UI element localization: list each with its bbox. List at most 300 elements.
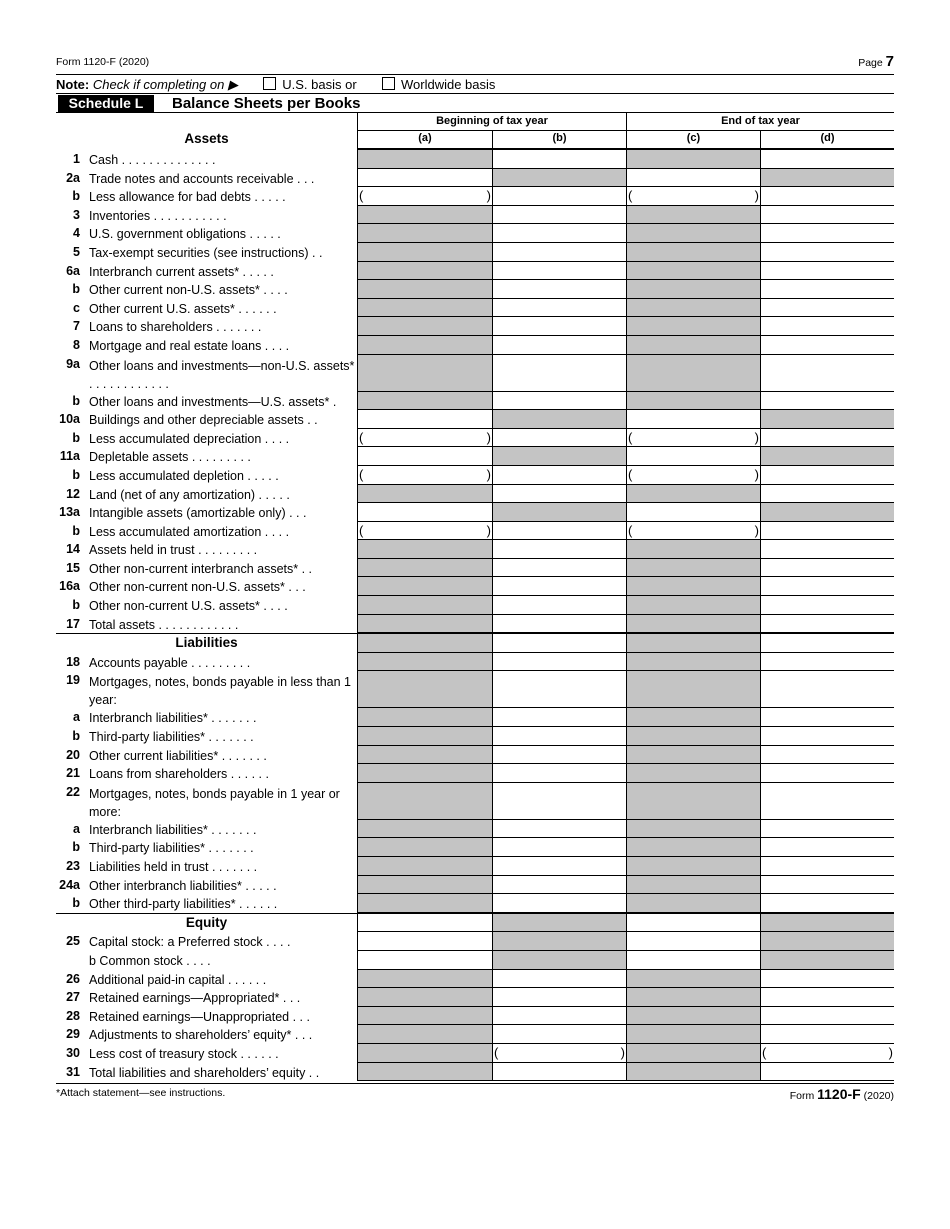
- amount-cell-b[interactable]: [492, 970, 626, 989]
- amount-cell-b[interactable]: [492, 206, 626, 225]
- us-basis-checkbox[interactable]: [263, 77, 276, 90]
- line-label: Interbranch liabilities* . . . . . . .: [89, 822, 257, 837]
- line-label: U.S. government obligations . . . . .: [89, 227, 281, 242]
- line-label: Liabilities held in trust . . . . . . .: [89, 860, 258, 874]
- line-label: Other current non-U.S. assets* . . . .: [89, 283, 288, 298]
- amount-cell-c[interactable]: [626, 187, 760, 206]
- line-number: 22: [66, 784, 80, 799]
- assets-row: [56, 577, 894, 596]
- amount-cell-d[interactable]: [760, 970, 894, 989]
- amount-cell-b[interactable]: [492, 783, 626, 820]
- amount-cell-b[interactable]: [492, 988, 626, 1007]
- amount-cell-a: [357, 1044, 492, 1063]
- line-number: 26: [66, 971, 80, 986]
- line-label: Other current liabilities* . . . . . . .: [89, 748, 267, 763]
- amount-cell-d: [760, 951, 894, 970]
- amount-cell-b: [492, 447, 626, 466]
- amount-cell-b[interactable]: [492, 764, 626, 783]
- line-label: Inventories . . . . . . . . . . .: [89, 208, 227, 223]
- line-label: Third-party liabilities* . . . . . . .: [89, 841, 254, 856]
- amount-cell-a: [357, 764, 492, 783]
- line-number: b: [72, 467, 80, 482]
- line-number: 11a: [59, 449, 80, 464]
- line-label: Mortgage and real estate loans . . . .: [89, 338, 290, 353]
- amount-cell-d[interactable]: [760, 596, 894, 615]
- amount-cell-d[interactable]: [760, 540, 894, 559]
- amount-cell-c: [626, 988, 760, 1007]
- assets-row: [56, 355, 894, 392]
- amount-cell-b[interactable]: [492, 559, 626, 578]
- end-year-header: End of tax year: [626, 113, 894, 131]
- amount-cell-c: [626, 540, 760, 559]
- amount-cell-b[interactable]: [492, 894, 626, 913]
- amount-cell-a: [357, 224, 492, 243]
- amount-cell-a[interactable]: [357, 410, 492, 429]
- amount-cell-d[interactable]: [760, 894, 894, 913]
- line-number: 3: [73, 207, 80, 222]
- line-label: Other loans and investments—non-U.S. assets* . . . . . . . . . . . .: [89, 358, 355, 391]
- amount-cell-c[interactable]: [626, 410, 760, 429]
- amount-cell-b[interactable]: [492, 857, 626, 876]
- liabilities-row: [56, 820, 894, 839]
- note-label: Note:: [56, 77, 90, 92]
- line-number: 12: [66, 486, 80, 501]
- amount-cell-b[interactable]: [492, 187, 626, 206]
- amount-cell-d[interactable]: [760, 485, 894, 504]
- amount-cell-c: [626, 1025, 760, 1044]
- amount-cell-b[interactable]: [492, 224, 626, 243]
- assets-row: [56, 262, 894, 281]
- amount-cell-a[interactable]: [357, 466, 492, 485]
- amount-cell-b: [492, 503, 626, 522]
- liabilities-row: [56, 857, 894, 876]
- amount-cell-d[interactable]: [760, 262, 894, 281]
- footer-form-id: Form 1120-F (2020): [789, 1086, 894, 1102]
- assets-row: [56, 243, 894, 262]
- line-label: Land (net of any amortization) . . . . .: [89, 487, 290, 502]
- amount-cell-b[interactable]: [492, 243, 626, 262]
- amount-cell-c: [626, 317, 760, 336]
- balance-sheet-grid: [56, 112, 894, 1081]
- line-label: Depletable assets . . . . . . . . .: [89, 450, 251, 465]
- assets-row: [56, 522, 894, 541]
- equity-row: [56, 970, 894, 989]
- assets-row: [56, 317, 894, 336]
- section-title: Equity: [185, 914, 228, 930]
- amount-cell-d[interactable]: [760, 1063, 894, 1082]
- amount-cell-d[interactable]: [760, 671, 894, 708]
- amount-cell-c: [626, 671, 760, 708]
- line-label: b Common stock . . . .: [89, 953, 211, 968]
- line-number: 2a: [66, 170, 80, 185]
- amount-cell-c: [626, 970, 760, 989]
- amount-cell-a: [357, 392, 492, 411]
- amount-cell-d[interactable]: [760, 243, 894, 262]
- amount-cell-c[interactable]: [626, 914, 760, 933]
- amount-cell-d[interactable]: [760, 764, 894, 783]
- amount-cell-a: [357, 317, 492, 336]
- amount-cell-a: [357, 485, 492, 504]
- amount-cell-c[interactable]: [626, 466, 760, 485]
- amount-cell-a: [357, 894, 492, 913]
- amount-cell-a[interactable]: [357, 429, 492, 448]
- line-label: Accounts payable . . . . . . . . .: [89, 655, 251, 670]
- amount-cell-c: [626, 355, 760, 392]
- line-number: b: [72, 729, 80, 744]
- amount-cell-d[interactable]: [760, 280, 894, 299]
- amount-cell-d: [760, 914, 894, 933]
- assets-row: [56, 503, 894, 522]
- line-label: Capital stock: a Preferred stock . . . .: [89, 935, 291, 950]
- amount-cell-d[interactable]: [760, 355, 894, 392]
- amount-cell-b[interactable]: [492, 466, 626, 485]
- amount-cell-c[interactable]: [626, 951, 760, 970]
- amount-cell-b[interactable]: [492, 820, 626, 839]
- amount-cell-c: [626, 150, 760, 169]
- amount-cell-d[interactable]: [760, 746, 894, 765]
- schedule-header: [56, 93, 894, 113]
- amount-cell-b[interactable]: [492, 429, 626, 448]
- assets-row: [56, 150, 894, 169]
- amount-cell-a: [357, 355, 492, 392]
- line-number: b: [72, 189, 80, 204]
- amount-cell-b[interactable]: [492, 671, 626, 708]
- amount-cell-c: [626, 1007, 760, 1026]
- line-number: 17: [66, 616, 80, 631]
- line-number: c: [73, 300, 80, 315]
- amount-cell-a: [357, 280, 492, 299]
- schedule-tag: Schedule L: [58, 95, 154, 112]
- amount-cell-b[interactable]: [492, 299, 626, 318]
- amount-cell-c[interactable]: [626, 169, 760, 188]
- line-label: Tax-exempt securities (see instructions) . .: [89, 245, 323, 260]
- amount-cell-c[interactable]: [626, 932, 760, 951]
- equity-row: [56, 1007, 894, 1026]
- amount-cell-b[interactable]: [492, 355, 626, 392]
- amount-cell-b[interactable]: [492, 150, 626, 169]
- line-label: Buildings and other depreciable assets . .: [89, 413, 318, 428]
- us-basis-label: U.S. basis or: [282, 77, 357, 92]
- amount-cell-b[interactable]: [492, 596, 626, 615]
- line-label: Total assets . . . . . . . . . . . .: [89, 617, 239, 632]
- amount-cell-a: [357, 540, 492, 559]
- amount-cell-b[interactable]: [492, 746, 626, 765]
- assets-row: [56, 559, 894, 578]
- amount-cell-b[interactable]: [492, 727, 626, 746]
- amount-cell-a: [357, 150, 492, 169]
- equity-row: [56, 1025, 894, 1044]
- line-label: Intangible assets (amortizable only) . . .: [89, 506, 307, 521]
- amount-cell-c: [626, 838, 760, 857]
- amount-cell-a: [357, 746, 492, 765]
- worldwide-basis-checkbox[interactable]: [382, 77, 395, 90]
- amount-cell-a: [357, 708, 492, 727]
- amount-cell-b[interactable]: [492, 1025, 626, 1044]
- amount-cell-d[interactable]: [760, 615, 894, 634]
- basis-note: [56, 74, 894, 94]
- line-label: Less allowance for bad debts . . . . .: [89, 190, 286, 205]
- amount-cell-d[interactable]: [760, 336, 894, 355]
- amount-cell-b[interactable]: [492, 1007, 626, 1026]
- amount-cell-a[interactable]: [357, 503, 492, 522]
- amount-cell-d[interactable]: [760, 1025, 894, 1044]
- liabilities-row: [56, 894, 894, 913]
- amount-cell-d[interactable]: [760, 224, 894, 243]
- col-c-header: (c): [626, 131, 760, 150]
- amount-cell-a[interactable]: [357, 447, 492, 466]
- equity-row: [56, 1044, 894, 1063]
- line-label: Other non-current U.S. assets* . . . .: [89, 599, 288, 614]
- liabilities-row: [56, 838, 894, 857]
- amount-cell-b[interactable]: [492, 392, 626, 411]
- amount-cell-c: [626, 820, 760, 839]
- line-label: Mortgages, notes, bonds payable in 1 year or more:: [89, 786, 340, 819]
- line-label: Third-party liabilities* . . . . . . .: [89, 730, 254, 745]
- amount-cell-d[interactable]: [760, 317, 894, 336]
- amount-cell-d[interactable]: [760, 392, 894, 411]
- amount-cell-a[interactable]: [357, 932, 492, 951]
- assets-row: [56, 540, 894, 559]
- line-number: 10a: [59, 412, 80, 427]
- amount-cell-b[interactable]: [492, 708, 626, 727]
- amount-cell-d[interactable]: [760, 838, 894, 857]
- amount-cell-d[interactable]: [760, 187, 894, 206]
- amount-cell-d[interactable]: [760, 727, 894, 746]
- amount-cell-b: [492, 932, 626, 951]
- amount-cell-a: [357, 1063, 492, 1082]
- amount-cell-c: [626, 577, 760, 596]
- amount-cell-b[interactable]: [492, 317, 626, 336]
- amount-cell-b[interactable]: [492, 280, 626, 299]
- line-label: Trade notes and accounts receivable . . .: [89, 171, 315, 186]
- amount-cell-b[interactable]: [492, 838, 626, 857]
- amount-cell-b[interactable]: [492, 577, 626, 596]
- amount-cell-b[interactable]: [492, 540, 626, 559]
- amount-cell-d[interactable]: [760, 429, 894, 448]
- line-number: 6a: [66, 263, 80, 278]
- line-number: a: [73, 821, 80, 836]
- amount-cell-c: [626, 485, 760, 504]
- line-number: 29: [66, 1027, 80, 1042]
- schedule-title: Balance Sheets per Books: [172, 95, 361, 112]
- amount-cell-b[interactable]: [492, 653, 626, 672]
- amount-cell-b[interactable]: [492, 615, 626, 634]
- line-number: b: [72, 598, 80, 613]
- assets-row: [56, 466, 894, 485]
- amount-cell-c: [626, 392, 760, 411]
- amount-cell-d[interactable]: [760, 1044, 894, 1063]
- amount-cell-c: [626, 243, 760, 262]
- amount-cell-a[interactable]: [357, 187, 492, 206]
- equity-row: [56, 988, 894, 1007]
- amount-cell-a: [357, 615, 492, 634]
- amount-cell-c[interactable]: [626, 447, 760, 466]
- amount-cell-b: [492, 410, 626, 429]
- amount-cell-a[interactable]: [357, 522, 492, 541]
- amount-cell-c: [626, 280, 760, 299]
- amount-cell-c: [626, 1063, 760, 1082]
- amount-cell-b[interactable]: [492, 262, 626, 281]
- form-header: [56, 53, 894, 70]
- line-number: b: [72, 840, 80, 855]
- assets-row: [56, 187, 894, 206]
- amount-cell-d: [760, 410, 894, 429]
- assets-row: [56, 447, 894, 466]
- line-number: 23: [66, 859, 80, 873]
- amount-cell-a: [357, 596, 492, 615]
- amount-cell-b[interactable]: [492, 1063, 626, 1082]
- line-label: Less accumulated amortization . . . .: [89, 524, 290, 539]
- amount-cell-c: [626, 746, 760, 765]
- line-number: b: [72, 430, 80, 445]
- line-label: Other loans and investments—U.S. assets* .: [89, 394, 337, 409]
- amount-cell-d[interactable]: [760, 820, 894, 839]
- line-number: 24a: [59, 877, 80, 892]
- amount-cell-d[interactable]: [760, 708, 894, 727]
- amount-cell-a: [357, 838, 492, 857]
- amount-cell-b[interactable]: [492, 1044, 626, 1063]
- amount-cell-a: [357, 727, 492, 746]
- form-footer: [56, 1083, 894, 1102]
- line-label: Less cost of treasury stock . . . . . .: [89, 1046, 279, 1061]
- amount-cell-a: [357, 262, 492, 281]
- section-title: Liabilities: [175, 635, 238, 651]
- amount-cell-c: [626, 708, 760, 727]
- col-b-header: (b): [492, 131, 626, 150]
- amount-cell-d[interactable]: [760, 653, 894, 672]
- amount-cell-d[interactable]: [760, 876, 894, 895]
- assets-row: [56, 336, 894, 355]
- section-liabilities: [56, 633, 894, 653]
- amount-cell-a[interactable]: [357, 169, 492, 188]
- line-number: 20: [66, 747, 80, 762]
- line-label: Additional paid-in capital . . . . . .: [89, 972, 267, 987]
- assets-row: [56, 280, 894, 299]
- column-header: [56, 112, 894, 150]
- line-number: 27: [66, 990, 80, 1005]
- equity-row: [56, 932, 894, 951]
- section-assets: Assets: [184, 131, 229, 146]
- amount-cell-d[interactable]: [760, 206, 894, 225]
- amount-cell-d[interactable]: [760, 150, 894, 169]
- amount-cell-c: [626, 206, 760, 225]
- amount-cell-a[interactable]: [357, 914, 492, 933]
- amount-cell-b: [492, 914, 626, 933]
- amount-cell-a: [357, 988, 492, 1007]
- liabilities-row: [56, 653, 894, 672]
- line-label: Other current U.S. assets* . . . . . .: [89, 301, 277, 316]
- amount-cell-d[interactable]: [760, 783, 894, 820]
- line-label: Interbranch current assets* . . . . .: [89, 264, 274, 279]
- line-number: 31: [66, 1064, 80, 1079]
- amount-cell-d[interactable]: [760, 559, 894, 578]
- assets-row: [56, 410, 894, 429]
- line-label: Total liabilities and shareholders’ equity . .: [89, 1065, 320, 1080]
- amount-cell-d[interactable]: [760, 466, 894, 485]
- amount-cell-b[interactable]: [492, 336, 626, 355]
- assets-row: [56, 485, 894, 504]
- amount-cell-d[interactable]: [760, 857, 894, 876]
- line-label: Other non-current non-U.S. assets* . . .: [89, 580, 306, 595]
- amount-cell-d: [760, 447, 894, 466]
- amount-cell-c[interactable]: [626, 522, 760, 541]
- line-label: Mortgages, notes, bonds payable in less than 1 year:: [89, 675, 351, 708]
- liabilities-row: [56, 671, 894, 708]
- liabilities-row: [56, 783, 894, 820]
- amount-cell-d[interactable]: [760, 988, 894, 1007]
- line-number: 9a: [66, 356, 80, 371]
- line-label: Retained earnings—Unappropriated . . .: [89, 1009, 310, 1024]
- line-label: Retained earnings—Appropriated* . . .: [89, 991, 301, 1006]
- amount-cell-a: [357, 653, 492, 672]
- amount-cell-a: [357, 559, 492, 578]
- amount-cell-c: [626, 634, 760, 653]
- line-label: Less accumulated depletion . . . . .: [89, 468, 279, 483]
- amount-cell-c: [626, 224, 760, 243]
- liabilities-row: [56, 764, 894, 783]
- line-number: 16a: [59, 579, 80, 594]
- liabilities-row: [56, 708, 894, 727]
- amount-cell-c[interactable]: [626, 503, 760, 522]
- line-number: 30: [66, 1045, 80, 1060]
- line-number: 13a: [59, 505, 80, 520]
- amount-cell-a: [357, 1025, 492, 1044]
- line-number: 4: [73, 226, 80, 241]
- amount-cell-c: [626, 876, 760, 895]
- line-number: a: [73, 710, 80, 725]
- amount-cell-b[interactable]: [492, 485, 626, 504]
- amount-cell-b[interactable]: [492, 876, 626, 895]
- amount-cell-c: [626, 894, 760, 913]
- line-number: 21: [66, 766, 80, 781]
- amount-cell-d: [760, 503, 894, 522]
- amount-cell-c: [626, 299, 760, 318]
- section-equity: [56, 913, 894, 933]
- amount-cell-d[interactable]: [760, 522, 894, 541]
- amount-cell-c: [626, 615, 760, 634]
- amount-cell-b[interactable]: [492, 634, 626, 653]
- amount-cell-b[interactable]: [492, 522, 626, 541]
- assets-row: [56, 615, 894, 634]
- amount-cell-d[interactable]: [760, 577, 894, 596]
- line-label: Loans from shareholders . . . . . .: [89, 767, 269, 782]
- line-number: b: [72, 896, 80, 911]
- amount-cell-d[interactable]: [760, 634, 894, 653]
- amount-cell-b: [492, 951, 626, 970]
- amount-cell-a: [357, 820, 492, 839]
- amount-cell-d[interactable]: [760, 1007, 894, 1026]
- amount-cell-c[interactable]: [626, 429, 760, 448]
- amount-cell-d[interactable]: [760, 299, 894, 318]
- liabilities-row: [56, 727, 894, 746]
- liabilities-row: [56, 876, 894, 895]
- amount-cell-a: [357, 206, 492, 225]
- amount-cell-c: [626, 764, 760, 783]
- liabilities-row: [56, 746, 894, 765]
- col-d-header: (d): [760, 131, 894, 150]
- amount-cell-c: [626, 857, 760, 876]
- line-label: Assets held in trust . . . . . . . . .: [89, 543, 258, 558]
- amount-cell-a[interactable]: [357, 951, 492, 970]
- amount-cell-c: [626, 783, 760, 820]
- amount-cell-d: [760, 932, 894, 951]
- line-number: 15: [66, 560, 80, 575]
- amount-cell-a: [357, 970, 492, 989]
- note-text: Check if completing on ▶: [92, 77, 238, 92]
- amount-cell-a: [357, 1007, 492, 1026]
- equity-row: [56, 951, 894, 970]
- line-number: 14: [66, 542, 80, 557]
